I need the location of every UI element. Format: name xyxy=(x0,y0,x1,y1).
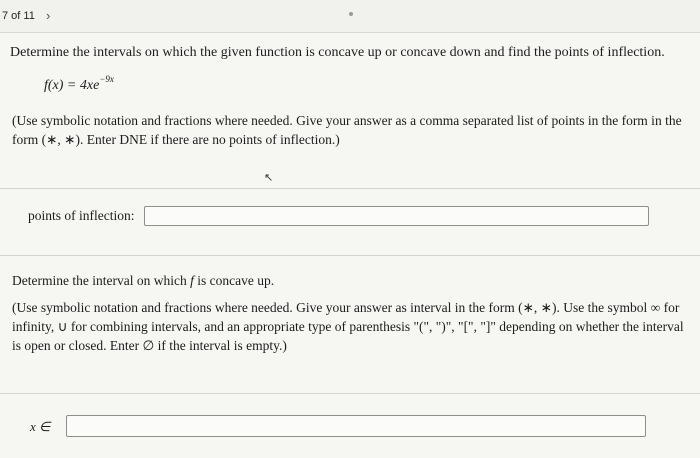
question-card xyxy=(0,33,700,458)
section-divider xyxy=(0,393,700,394)
formula-exponent: −9x xyxy=(99,74,114,84)
function-variable: f xyxy=(190,273,194,288)
concave-up-prompt-after: is concave up. xyxy=(193,273,275,288)
concave-up-interval-input[interactable] xyxy=(66,415,646,437)
points-of-inflection-input[interactable] xyxy=(144,206,649,226)
question-prompt: Determine the intervals on which the given function is concave up or concave down and find the points of inflection. xyxy=(10,45,665,60)
mouse-cursor-icon: ↖ xyxy=(264,172,274,184)
concave-up-prompt-before: Determine the interval on which xyxy=(12,273,191,288)
chevron-right-icon[interactable]: › xyxy=(46,8,51,23)
inflection-instructions: (Use symbolic notation and fractions where needed. Give your answer as a comma separated list of points in the form in the form (∗, ∗). Enter DNE if there are no points of inflection.) xyxy=(12,113,682,147)
points-of-inflection-label: points of inflection: xyxy=(28,208,135,223)
status-dot xyxy=(349,12,353,16)
interval-instructions: (Use symbolic notation and fractions where needed. Give your answer as interval in the form (∗, ∗). Use the symbol ∞ for infinity, ∪ for combining intervals, and an appropriate type of parenthesis "(", ")", "[", "]" depending on whether the interval is open or closed. Enter ∅ if the interval is empty.) xyxy=(12,300,684,353)
question-counter: 7 of 11 xyxy=(2,10,35,22)
x-element-of-label: x ∈ xyxy=(30,419,51,434)
formula-lhs: f(x) = 4xe xyxy=(44,78,100,93)
section-divider xyxy=(0,255,700,256)
top-navigation-bar xyxy=(0,0,700,33)
function-formula xyxy=(44,74,114,94)
section-divider xyxy=(0,188,700,189)
concave-up-prompt xyxy=(12,273,274,289)
